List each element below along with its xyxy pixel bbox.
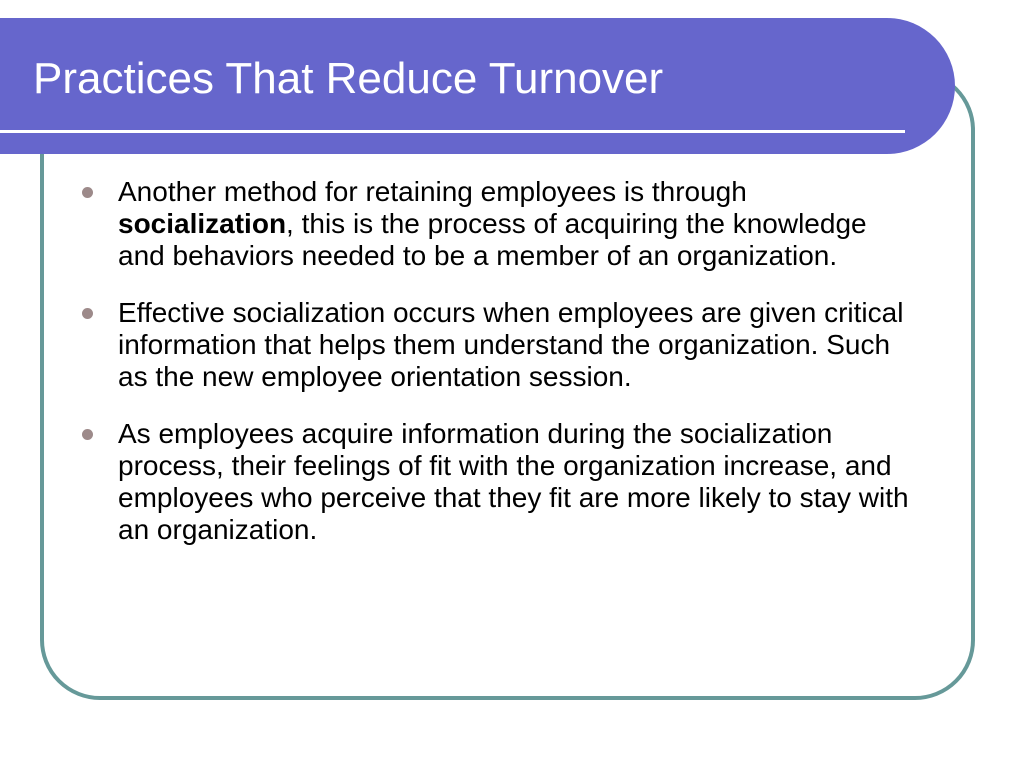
bullet-text-lead: Another method for retaining employees is through xyxy=(118,176,747,207)
bullet-text: As employees acquire information during the socialization process, their feelings of fit with the organization increase, and employees who perceive that they fit are more likely to stay with an organization. xyxy=(118,418,909,545)
slide-title: Practices That Reduce Turnover xyxy=(33,54,664,103)
bullet-dot-icon xyxy=(82,429,93,440)
bullet-dot-icon xyxy=(82,187,93,198)
bullet-text-rest: , this is the process of acquiring the knowledge and behaviors needed to be a member of an organization. xyxy=(118,208,867,271)
title-underline xyxy=(0,130,905,133)
bullet-dot-icon xyxy=(82,308,93,319)
bullet-item-socialization-definition xyxy=(118,176,918,272)
bullet-list xyxy=(118,176,918,571)
bullet-item-effective-socialization xyxy=(118,297,918,393)
bullet-bold-term: socialization xyxy=(118,208,287,239)
bullet-text: Effective socialization occurs when employees are given critical information that helps them understand the organization. Such as the new employee orientation session. xyxy=(118,297,904,392)
bullet-item-feelings-of-fit xyxy=(118,418,918,546)
